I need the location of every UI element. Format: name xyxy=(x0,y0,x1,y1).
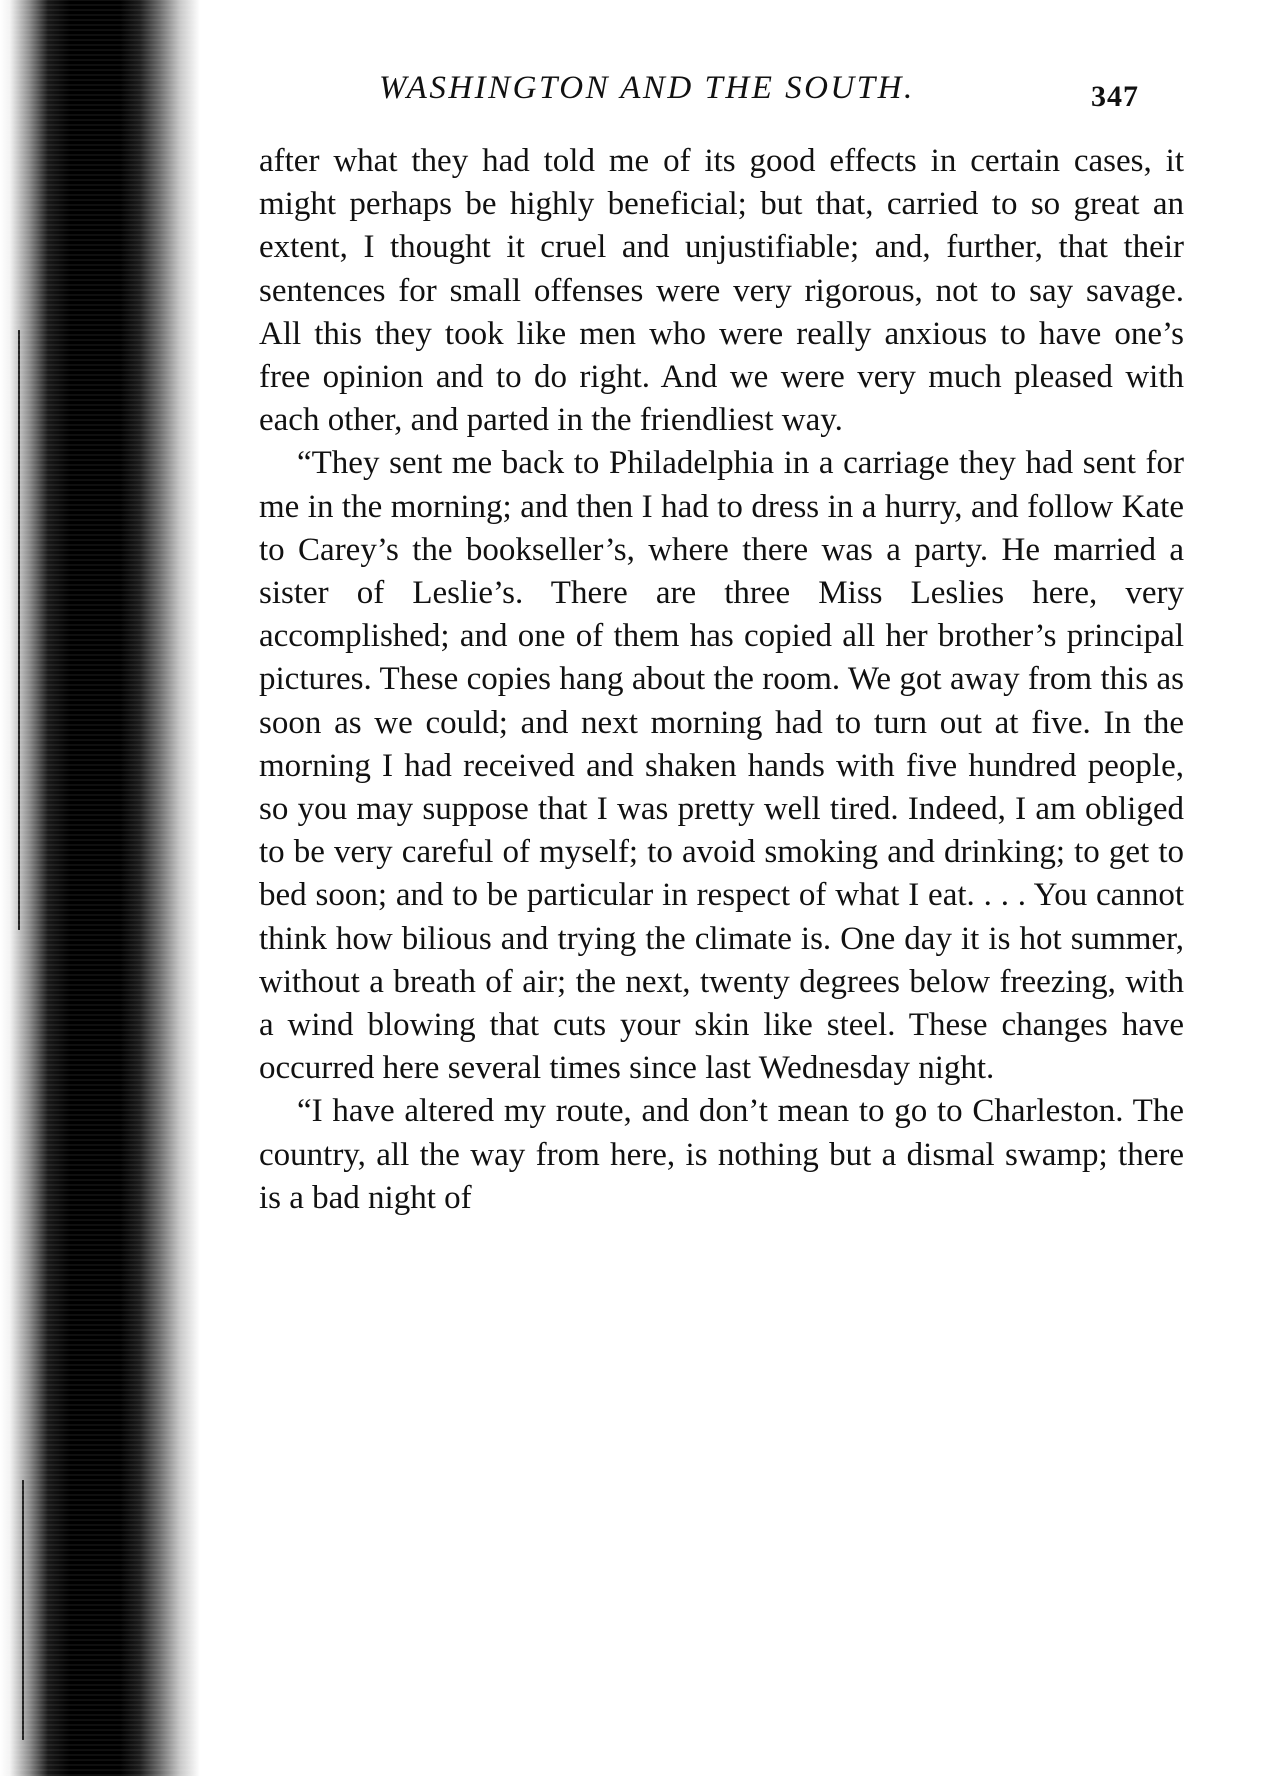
page-header xyxy=(259,70,1184,118)
page-body xyxy=(259,140,1184,1220)
running-title: WASHINGTON AND THE SOUTH. xyxy=(379,70,915,106)
gutter-mark xyxy=(22,1480,24,1740)
paragraph: “I have altered my route, and don’t mean to go to Charleston. The country, all the way from here, is nothing but a dismal swamp; there is a bad night of xyxy=(259,1093,1184,1216)
page-number: 347 xyxy=(1091,80,1139,113)
paragraph: “They sent me back to Philadelphia in a carriage they had sent for me in the morning; and then I had to dress in a hurry, and follow Kate to Carey’s the bookseller’s, where there was a party. He married a sister of Leslie’s. There are three Miss Leslies here, very accomplished; and one of them has copied all her brother’s principal pictures. These copies hang about the room. We got away from this as soon as we could; and next morning had to turn out at five. In the morning I had received and shaken hands with five hundred people, so you may suppose that I was pretty well tired. Indeed, I am obliged to be very careful of myself; to avoid smoking and drinking; to get to bed soon; and to be particular in respect of what I eat. . . . You cannot think how bilious and trying the climate is. One day it is hot summer, without a breath of air; the next, twenty degrees below freezing, with a wind blowing that cuts your skin like steel. These changes have occurred here several times since last Wednesday night. xyxy=(259,445,1184,1087)
gutter-mark xyxy=(18,330,20,930)
scanned-gutter-shadow xyxy=(0,0,200,1776)
book-page xyxy=(259,70,1184,1220)
paragraph: after what they had told me of its good effects in certain cases, it might perhaps be highly beneficial; but that, carried to so great an extent, I thought it cruel and unjustifiable; and, further, that their sentences for small offenses were very rigorous, not to say savage. All this they took like men who were really anxious to have one’s free opinion and to do right. And we were very much pleased with each other, and parted in the friendliest way. xyxy=(259,143,1184,439)
